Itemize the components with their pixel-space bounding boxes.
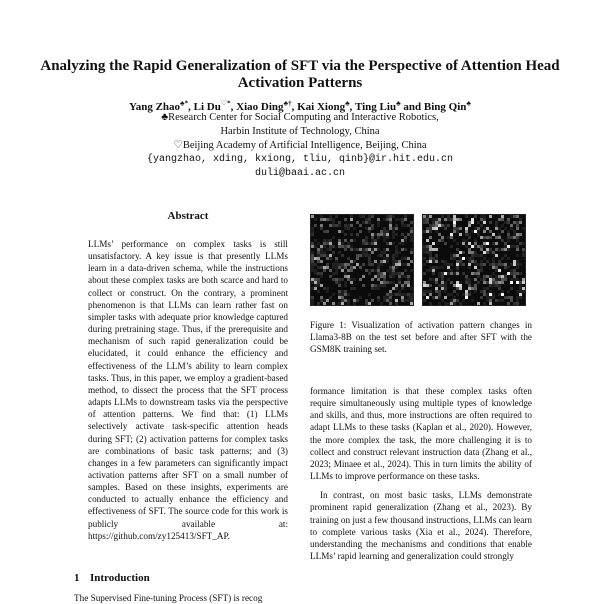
- heatmap-cell: [410, 302, 413, 305]
- heatmap-before: [310, 208, 418, 308]
- heatmap-cell: [395, 302, 398, 305]
- heatmap-cell: [480, 296, 483, 299]
- heatmap-cell: [317, 290, 320, 293]
- heatmap-cell: [353, 239, 356, 242]
- heatmap-cell: [516, 248, 519, 251]
- heatmap-cell: [471, 299, 474, 302]
- abstract-section: [88, 210, 288, 542]
- heatmap-cell: [465, 215, 468, 218]
- heatmap-cell: [371, 263, 374, 266]
- heatmap-cell: [410, 221, 413, 224]
- heatmap-cell: [410, 251, 413, 254]
- heatmap-cell: [410, 239, 413, 242]
- heatmap-cell: [326, 290, 329, 293]
- heatmap-cell: [395, 233, 398, 236]
- heatmap-cell: [507, 290, 510, 293]
- heatmap-cell: [371, 278, 374, 281]
- heatmap-cell: [495, 254, 498, 257]
- heatmap-cell: [392, 236, 395, 239]
- author: Xiao Ding♣†,: [236, 99, 298, 113]
- heatmap-cell: [320, 275, 323, 278]
- heatmap-cell: [344, 248, 347, 251]
- heatmap-cell: [450, 263, 453, 266]
- heatmap-cell: [362, 275, 365, 278]
- heatmap-cell: [317, 302, 320, 305]
- heatmap-cell: [386, 260, 389, 263]
- heatmap-cell: [501, 281, 504, 284]
- heatmap-cell: [519, 263, 522, 266]
- heatmap-cell: [347, 302, 350, 305]
- heatmap-cell: [329, 296, 332, 299]
- heatmap-cell: [522, 254, 525, 257]
- heatmap-cell: [456, 242, 459, 245]
- author: Yang Zhao♣*,: [128, 99, 194, 113]
- heatmap-cell: [356, 299, 359, 302]
- heatmap-cell: [462, 257, 465, 260]
- heatmap-cell: [410, 287, 413, 290]
- heatmap-cell: [423, 272, 426, 275]
- heatmap-cell: [338, 224, 341, 227]
- heatmap-cell: [350, 233, 353, 236]
- right-column-text: [310, 385, 532, 569]
- heatmap-cell: [335, 215, 338, 218]
- heatmap-cell: [498, 269, 501, 272]
- heatmap-cell: [341, 302, 344, 305]
- heatmap-cell: [489, 215, 492, 218]
- heatmap-cell: [519, 233, 522, 236]
- heatmap-cell: [323, 302, 326, 305]
- heatmap-cell: [516, 227, 519, 230]
- heatmap-cell: [426, 239, 429, 242]
- heatmap-cell: [444, 296, 447, 299]
- heatmap-cell: [447, 224, 450, 227]
- figure-caption: Figure 1: Visualization of activation pattern changes in Llama3-8B on the test set before and after SFT with the GSM8K training set.: [310, 320, 532, 355]
- heatmap-cell: [489, 221, 492, 224]
- heatmap-cell: [314, 218, 317, 221]
- heatmap-cell: [432, 272, 435, 275]
- heatmap-cell: [392, 275, 395, 278]
- heatmap-cell: [320, 260, 323, 263]
- heatmap-cell: [371, 227, 374, 230]
- heatmap-cell: [350, 218, 353, 221]
- heatmap-cell: [507, 239, 510, 242]
- heatmap-cell: [483, 263, 486, 266]
- heatmap-cell: [404, 218, 407, 221]
- author: Ting Liu♣ and: [354, 99, 424, 113]
- heatmap-cell: [344, 284, 347, 287]
- heatmap-cell: [371, 251, 374, 254]
- heatmap-cell: [347, 227, 350, 230]
- heatmap-cell: [311, 233, 314, 236]
- heatmap-cell: [465, 296, 468, 299]
- heatmap-cell: [516, 254, 519, 257]
- section-number: 1: [74, 572, 80, 584]
- heatmap-cell: [329, 257, 332, 260]
- heatmap-cell: [477, 281, 480, 284]
- heatmap-cell: [423, 263, 426, 266]
- heatmap-cell: [516, 302, 519, 305]
- heatmap-cell: [438, 302, 441, 305]
- heatmap-cell: [519, 221, 522, 224]
- heatmap-cell: [386, 248, 389, 251]
- heatmap-cell: [377, 236, 380, 239]
- heatmap-cell: [444, 242, 447, 245]
- heatmap-cell: [383, 284, 386, 287]
- heatmap-cell: [314, 224, 317, 227]
- heatmap-cell: [332, 251, 335, 254]
- heatmap-cell: [410, 269, 413, 272]
- heatmap-cell: [362, 263, 365, 266]
- email-line: duli@baai.ac.cn: [254, 168, 345, 179]
- heatmap-cell: [468, 224, 471, 227]
- affiliation-line: ♡Beijing Academy of Artificial Intelligence, Beijing, China: [173, 140, 427, 151]
- affiliation-line: ♣Research Center for Social Computing and Interactive Robotics,: [161, 112, 439, 123]
- heatmap-cell: [395, 227, 398, 230]
- heatmap-cell: [374, 242, 377, 245]
- heatmap-cell: [474, 215, 477, 218]
- affiliations: [40, 111, 560, 181]
- heatmap-cell: [459, 218, 462, 221]
- heatmap-cell: [429, 236, 432, 239]
- heatmap-cell: [495, 242, 498, 245]
- heatmap-cell: [468, 236, 471, 239]
- heatmap-cell: [459, 233, 462, 236]
- abstract-text: LLMs’ performance on complex tasks is still unsatisfactory. A key issue is that presently LLMs learn in a data-driven schema, while the instructions about these complex tasks are both scarce and hard to collect or construct. On the contrary, a prominent phenomenon is that LLMs can learn rather fast on simpler tasks with adequate prior knowledge captured during pretraining stage. Thus, if the prerequisite and mechanism of such rapid generalization could be elucidated, it could enhance the efficiency and effectiveness of the LLM’s ability to learn complex tasks. Thus, in this paper, we employ a gradient-based method, to dissect the process that the SFT process adapts LLMs to downstream tasks via the perspective of attention patterns. We find that: (1) LLMs selectively activate task-specific attention heads during SFT; (2) activation patterns for complex tasks are combinations of basic task patterns; and (3) changes in a few parameters can significantly impact activation patterns after SFT on a small number of samples. Based on these insights, experiments are conducted to actually enhance the efficiency and effectiveness of SFT. The source code for this work is publicly available at: https://github.com/zy125413/SFT_AP.: [88, 239, 288, 541]
- heatmap-cell: [389, 302, 392, 305]
- heatmap-cell: [332, 245, 335, 248]
- heatmap-cell: [486, 242, 489, 245]
- heatmap-cell: [404, 269, 407, 272]
- heatmap-cell: [407, 263, 410, 266]
- heatmap-cell: [362, 284, 365, 287]
- author: Li Du♡*,: [193, 99, 237, 113]
- heatmap-cell: [522, 227, 525, 230]
- heatmap-cell: [338, 284, 341, 287]
- heatmap-cell: [489, 236, 492, 239]
- heatmap-cell: [359, 224, 362, 227]
- heatmap-cell: [335, 272, 338, 275]
- heatmap-cell: [359, 278, 362, 281]
- heatmap-cell: [516, 266, 519, 269]
- heatmap-cell: [350, 269, 353, 272]
- heatmap-cell: [519, 296, 522, 299]
- section-title: Introduction: [90, 572, 150, 584]
- heatmap-cell: [501, 257, 504, 260]
- heatmap-title: · · · · · · · · · · · · · ·: [422, 209, 448, 213]
- heatmap-cell: [326, 230, 329, 233]
- heatmap-cell: [450, 245, 453, 248]
- heatmap-cell: [429, 302, 432, 305]
- heatmap-cell: [404, 248, 407, 251]
- heatmap-cell: [368, 293, 371, 296]
- paper-title: Analyzing the Rapid Generalization of SFT via the Perspective of Attention Head Activation Patterns: [40, 58, 560, 91]
- heatmap-cell: [468, 293, 471, 296]
- heatmap-cell: [483, 221, 486, 224]
- heatmap-cell: [377, 224, 380, 227]
- heatmap-cell: [459, 287, 462, 290]
- heatmap-cell: [380, 263, 383, 266]
- heatmap-cell: [332, 302, 335, 305]
- heatmap-cell: [459, 227, 462, 230]
- heatmap-cell: [326, 299, 329, 302]
- heatmap-cell: [501, 230, 504, 233]
- heatmap-cell: [353, 287, 356, 290]
- heatmap-cell: [507, 302, 510, 305]
- heatmap-cell: [441, 266, 444, 269]
- heatmap-cell: [404, 239, 407, 242]
- heatmap-cell: [386, 236, 389, 239]
- heatmap-cell: [371, 299, 374, 302]
- heatmap-cell: [401, 242, 404, 245]
- heatmap-cell: [483, 230, 486, 233]
- heatmap-grid: [422, 214, 526, 306]
- heatmap-cell: [507, 257, 510, 260]
- heatmap-cell: [429, 230, 432, 233]
- heatmap-cell: [323, 269, 326, 272]
- heatmap-cell: [401, 287, 404, 290]
- heatmap-cell: [453, 302, 456, 305]
- heatmap-cell: [332, 293, 335, 296]
- paragraph: In contrast, on most basic tasks, LLMs demonstrate prominent rapid generalization (Zhang et al., 2023). By training on just a few thousand instructions, LLMs can learn to complete various tasks (Xia et al., 2024). Therefore, understanding the mechanisms and conditions that enable LLMs’ rapid learning and generalization could strongly: [310, 490, 532, 562]
- heatmap-cell: [359, 230, 362, 233]
- intro-first-line: The Supervised Fine-tuning Process (SFT) is recog: [74, 593, 263, 603]
- heatmap-cell: [462, 251, 465, 254]
- heatmap-cell: [474, 290, 477, 293]
- figure-1: [310, 208, 530, 310]
- heatmap-cell: [483, 302, 486, 305]
- heatmap-cell: [350, 281, 353, 284]
- abstract-heading: Abstract: [167, 210, 209, 222]
- heatmap-after: [422, 208, 530, 308]
- heatmap-cell: [456, 272, 459, 275]
- heatmap-cell: [522, 290, 525, 293]
- heatmap-cell: [353, 302, 356, 305]
- heatmap-title: · · · · · · · · · · · · · ·: [310, 209, 336, 213]
- heatmap-cell: [459, 302, 462, 305]
- heatmap-cell: [423, 299, 426, 302]
- heatmap-cell: [410, 260, 413, 263]
- heatmap-cell: [332, 236, 335, 239]
- heatmap-cell: [341, 254, 344, 257]
- heatmap-cell: [398, 251, 401, 254]
- heatmap-cell: [359, 296, 362, 299]
- heatmap-cell: [522, 281, 525, 284]
- heatmap-grid: [310, 214, 414, 306]
- author: Kai Xiong♣,: [297, 99, 355, 113]
- heatmap-cell: [344, 218, 347, 221]
- affiliation-line: Harbin Institute of Technology, China: [220, 126, 380, 137]
- heatmap-cell: [359, 266, 362, 269]
- heatmap-cell: [435, 260, 438, 263]
- email-line: {yangzhao, xding, kxiong, tliu, qinb}@ir.hit.edu.cn: [146, 154, 454, 165]
- heatmap-cell: [368, 302, 371, 305]
- author: Bing Qin♣: [423, 99, 471, 113]
- heatmap-cell: [477, 302, 480, 305]
- heatmap-cell: [356, 233, 359, 236]
- heatmap-cell: [353, 227, 356, 230]
- heatmap-cell: [371, 215, 374, 218]
- heatmap-cell: [444, 227, 447, 230]
- heatmap-cell: [462, 263, 465, 266]
- heatmap-cell: [507, 248, 510, 251]
- heatmap-cell: [395, 254, 398, 257]
- heatmap-cell: [435, 248, 438, 251]
- heatmap-cell: [504, 278, 507, 281]
- heatmap-cell: [368, 272, 371, 275]
- heatmap-cell: [432, 242, 435, 245]
- heatmap-cell: [468, 266, 471, 269]
- heatmap-cell: [456, 293, 459, 296]
- heatmap-cell: [522, 242, 525, 245]
- heatmap-cell: [380, 302, 383, 305]
- heatmap-cell: [377, 287, 380, 290]
- heatmap-cell: [353, 278, 356, 281]
- heatmap-cell: [489, 302, 492, 305]
- section-heading: [74, 572, 150, 584]
- heatmap-cell: [395, 266, 398, 269]
- heatmap-cell: [480, 269, 483, 272]
- heatmap-cell: [429, 284, 432, 287]
- heatmap-cell: [344, 233, 347, 236]
- heatmap-cell: [462, 299, 465, 302]
- heatmap-cell: [311, 302, 314, 305]
- heatmap-cell: [519, 272, 522, 275]
- heatmap-cell: [353, 266, 356, 269]
- heatmap-cell: [426, 296, 429, 299]
- heatmap-cell: [510, 287, 513, 290]
- heatmap-cell: [356, 257, 359, 260]
- heatmap-cell: [510, 281, 513, 284]
- heatmap-cell: [347, 293, 350, 296]
- paragraph: formance limitation is that these complex tasks often require simultaneously using multiple types of knowledge and skills, and thus, more instructions are often required to adapt LLMs to these tasks (Kaplan et al., 2020). However, the more complex the task, the more challenging it is to collect and construct relevant instruction data (Zhang et al., 2023; Minaee et al., 2024). This in turn limits the ability of LLMs to improve performance on these tasks.: [310, 386, 532, 482]
- heatmap-cell: [471, 221, 474, 224]
- heatmap-cell: [501, 299, 504, 302]
